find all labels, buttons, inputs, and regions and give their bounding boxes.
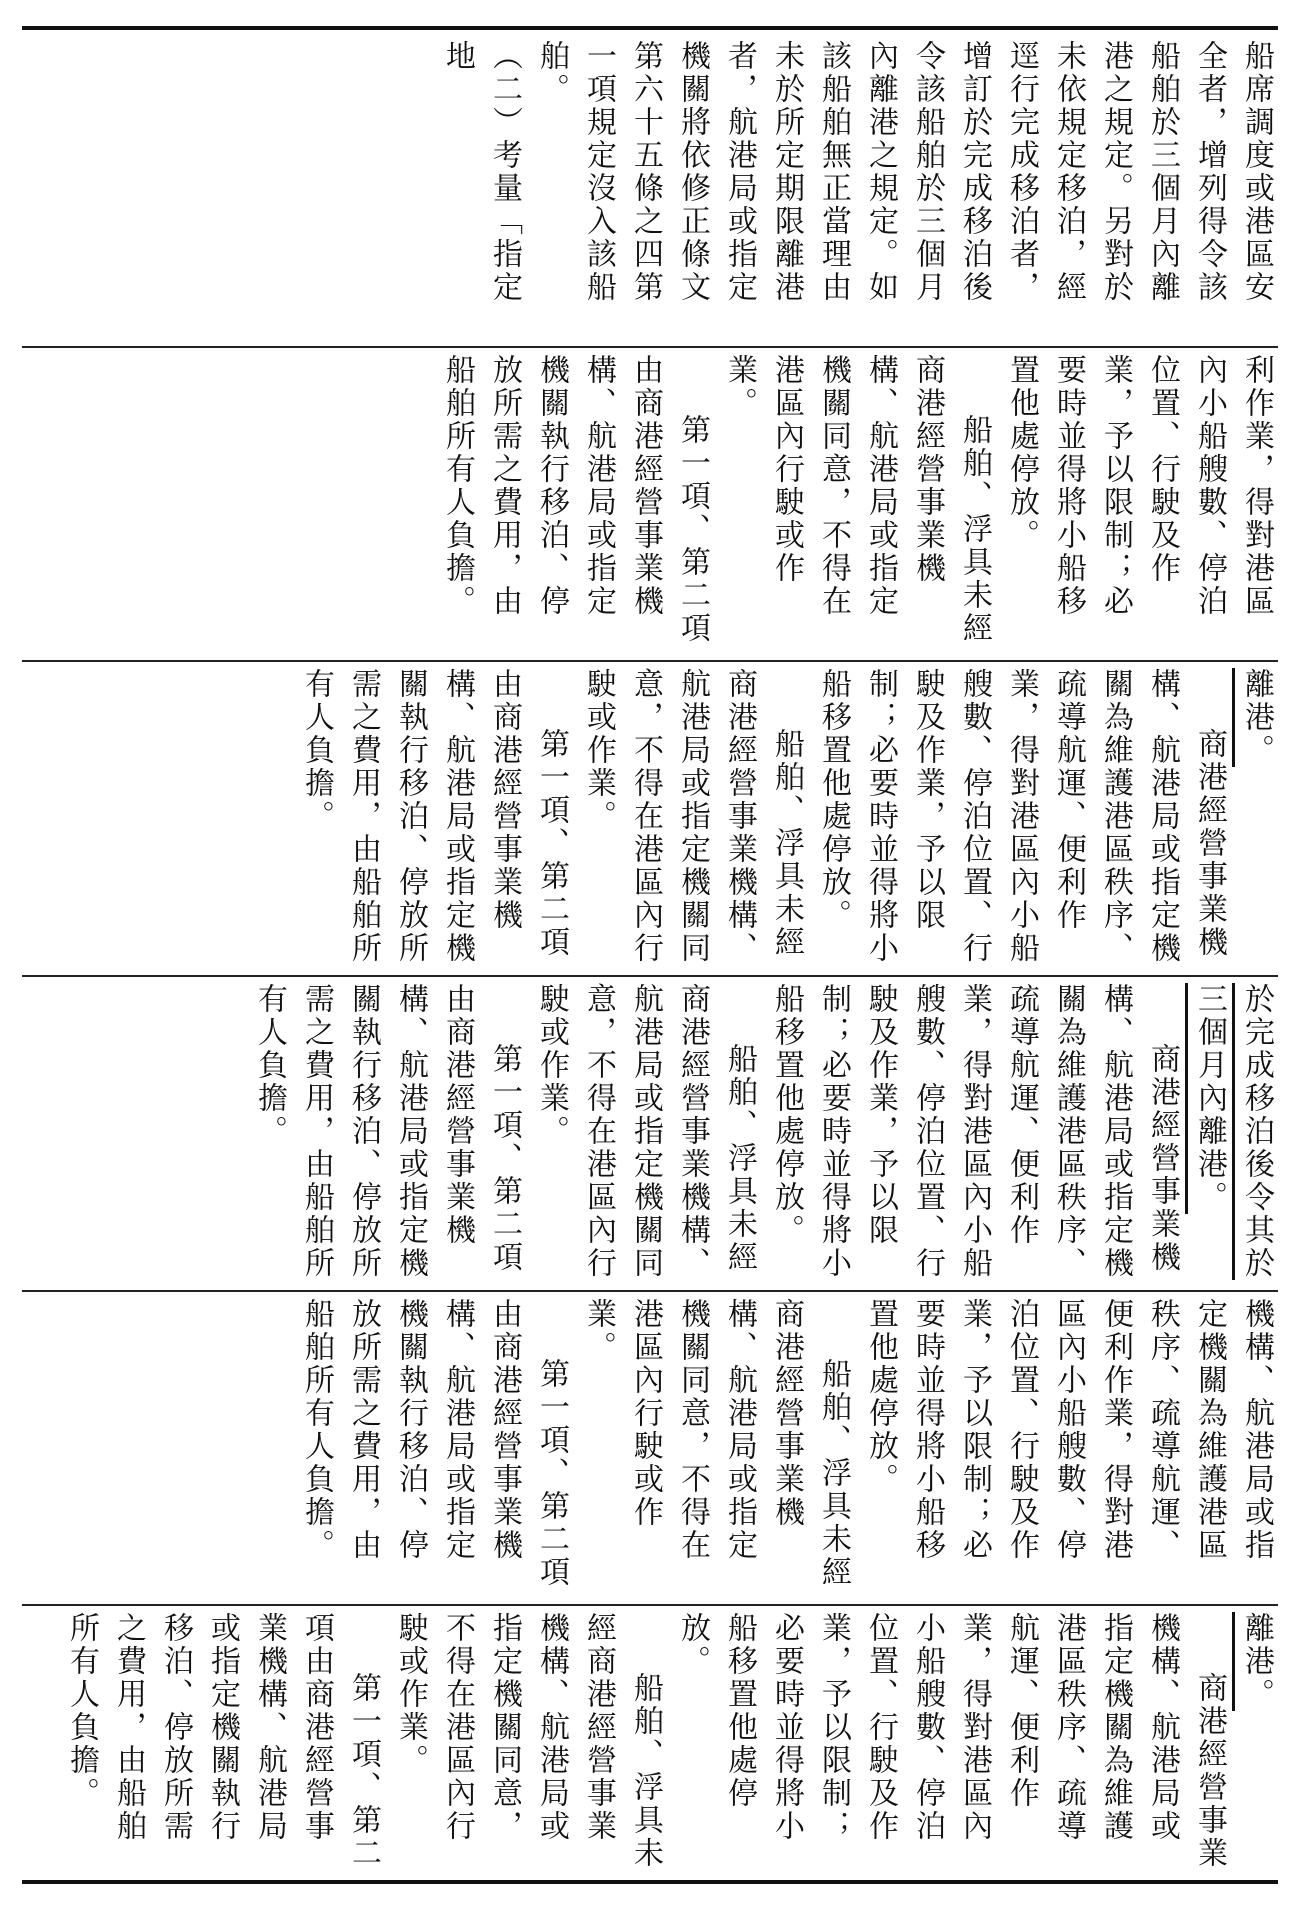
paragraph: 船舶、浮具未經商港經營事業機構、航港局或指定機關同意，不得在港區內行駛或作業。 <box>581 1298 851 1589</box>
top-rule <box>22 26 1278 30</box>
section-current-text <box>30 354 1280 650</box>
paragraph: 第一項、第二項由商港經營事業機構、航港局或指定機關執行移泊、停放所需之費用，由船舶所有人負擔。 <box>440 354 710 645</box>
paragraph: 商港經營事業機構、航港局或指定機關為維護港區秩序、疏導航運、便利作業，得對港區內小船艘數、停泊位置、行駛及作業，予以限制；必要時並得將小船移置他處停放。 <box>769 983 1180 1280</box>
section-amendment-d <box>30 1612 1280 1870</box>
paragraph: 第一項、第二項由商港經營事業機構、航港局或指定機關執行移泊、停放所需之費用，由船舶所有人負擔。 <box>299 1298 569 1589</box>
section-divider <box>22 1290 1278 1292</box>
section-explanation <box>30 40 1280 336</box>
paragraph: 船席調度或港區安全者，增列得令該船舶於三個月內離港之規定。另對於未依規定移泊，經逕行完成移泊者，增訂於完成移泊後令該船舶於三個月內離港之規定。如該船舶無正當理由未於所定期限離港者，航港局或指定機關將依修正條文第六十五條之四第一項規定沒入該船舶。 <box>534 40 1274 304</box>
section-divider <box>22 1604 1278 1606</box>
paragraph: 船舶、浮具未經商港經營事業機構、航港局或指定機關同意，不得在港區內行駛或作業。 <box>393 1612 663 1870</box>
lead-text: 於完成移泊後令其於三個月內離港。 <box>1192 983 1274 1280</box>
section-amendment-b <box>30 983 1280 1280</box>
section-divider <box>22 975 1278 977</box>
section-amendment-a <box>30 668 1280 965</box>
paragraph: 第一項、第二項由商港經營事業機構、航港局或指定機關執行移泊、停放所需之費用，由船舶所有人負擔。 <box>252 983 522 1280</box>
section-divider <box>22 660 1278 662</box>
paragraph: 機構、航港局或指定機關為維護港區秩序、疏導航運、便利作業，得對港區內小船艘數、停泊位置、行駛及作業，予以限制；必要時並得將小船移置他處停放。 <box>863 1298 1274 1562</box>
section-divider <box>22 346 1278 348</box>
lead-text: 離港。 <box>1239 668 1274 767</box>
paragraph: 第一項、第二項由商港經營事業機構、航港局或指定機關執行移泊、停放所需之費用，由船舶所有人負擔。 <box>299 668 569 965</box>
paragraph: 船舶、浮具未經商港經營事業機構、航港局或指定機關同意，不得在港區內行駛或作業。 <box>581 668 804 965</box>
section-amendment-c <box>30 1298 1280 1594</box>
lead-text: 離港。 <box>1239 1612 1274 1711</box>
paragraph: 利作業，得對港區內小船艘數、停泊位置、行駛及作業，予以限制；必要時並得將小船移置他處停放。 <box>1004 354 1274 618</box>
paragraph: 第一項、第二項由商港經營事業機構、航港局或指定機關執行移泊、停放所需之費用，由船舶所有人負擔。 <box>64 1612 381 1870</box>
paragraph: 船舶、浮具未經商港經營事業機構、航港局或指定機關同意，不得在港區內行駛或作業。 <box>534 983 757 1280</box>
paragraph: 船舶、浮具未經商港經營事業機構、航港局或指定機關同意，不得在港區內行駛或作業。 <box>722 354 992 645</box>
paragraph: 商港經營事業機構、航港局或指定機關為維護港區秩序、疏導航運、便利作業，得對港區內小船艘數、停泊位置、行駛及作業，予以限制；必要時並得將小船移置他處停放。 <box>816 668 1227 965</box>
bottom-rule <box>22 1880 1278 1884</box>
paragraph: （二）考量「指定地 <box>440 40 522 304</box>
paragraph: 商港經營事業機構、航港局或指定機關為維護港區秩序、疏導航運、便利作業，得對港區內小船艘數、停泊位置、行駛及作業，予以限制；必要時並得將小船移置他處停放。 <box>675 1612 1227 1870</box>
